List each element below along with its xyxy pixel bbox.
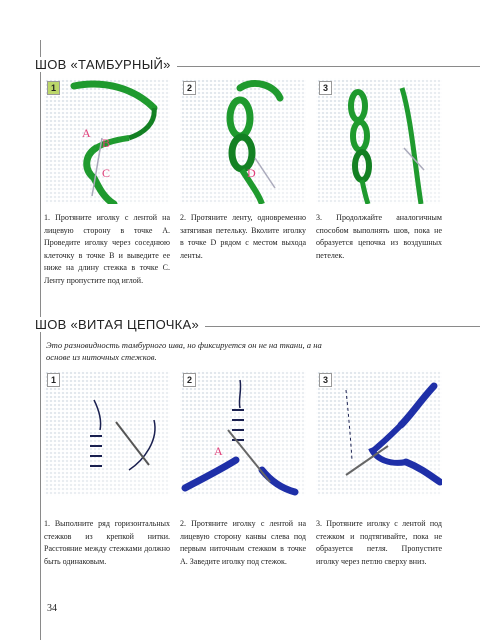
green-ribbon-illustration	[180, 78, 306, 204]
section-title-twisted-chain: ШОВ «ВИТАЯ ЦЕПОЧКА»	[35, 317, 205, 332]
step-number: 1	[47, 81, 60, 95]
step-photo-1	[44, 78, 170, 204]
step-caption: 3. Протяните иголку с лентой под стежком и подтягивайте, пока не образуется петля. Пропустите иголку через петлю сверху вниз.	[316, 519, 442, 566]
step-number: 2	[183, 81, 196, 95]
point-label-d: D	[247, 166, 256, 180]
step-caption: 1. Протяните иголку с лентой на лицевую сторону в точке А. Проведите иголку через соседнюю клеточку в точке В и выведите ее ниже на длину стежка в точке С. Ленту пропустите под иглой.	[44, 213, 170, 285]
green-ribbon-illustration	[316, 78, 442, 204]
step-photo-2	[180, 370, 306, 496]
section-title-tambour: ШОВ «ТАМБУРНЫЙ»	[35, 57, 177, 72]
step-number: 3	[319, 373, 332, 387]
blue-ribbon-illustration	[180, 370, 306, 496]
left-margin-line	[40, 40, 41, 640]
point-label-a: A	[214, 444, 223, 458]
step-photo-3	[316, 370, 442, 496]
step-photo-3	[316, 78, 442, 204]
point-label-c: C	[102, 166, 111, 180]
step-number: 1	[47, 373, 60, 387]
step-number: 3	[319, 81, 332, 95]
page-number: 34	[47, 603, 57, 614]
step-caption: 2. Протяните ленту, одновременно затягивая петельку. Вколите иголку в точке D рядом с местом выхода ленты.	[180, 213, 306, 260]
section-intro: Это разновидность тамбурного шва, но фиксируется он не на ткани, а на основе из ниточных стежков.	[46, 340, 322, 362]
step-photo-2	[180, 78, 306, 204]
point-label-b: B	[102, 136, 111, 150]
step-caption: 1. Выполните ряд горизонтальных стежков из крепкой нитки. Расстояние между стежками должно быть одинаковым.	[44, 519, 170, 566]
step-caption: 3. Продолжайте аналогичным способом выполнять шов, пока не образуется цепочка из воздушных петелек.	[316, 213, 442, 260]
blue-ribbon-illustration	[316, 370, 442, 496]
step-photo-1	[44, 370, 170, 496]
thread-stitches-illustration	[44, 370, 170, 496]
point-label-a: A	[82, 126, 91, 140]
step-number: 2	[183, 373, 196, 387]
step-caption: 2. Протяните иголку с лентой на лицевую сторону канвы слева под первым ниточным стежком в точке А. Заведите иголку под стежок.	[180, 519, 306, 566]
